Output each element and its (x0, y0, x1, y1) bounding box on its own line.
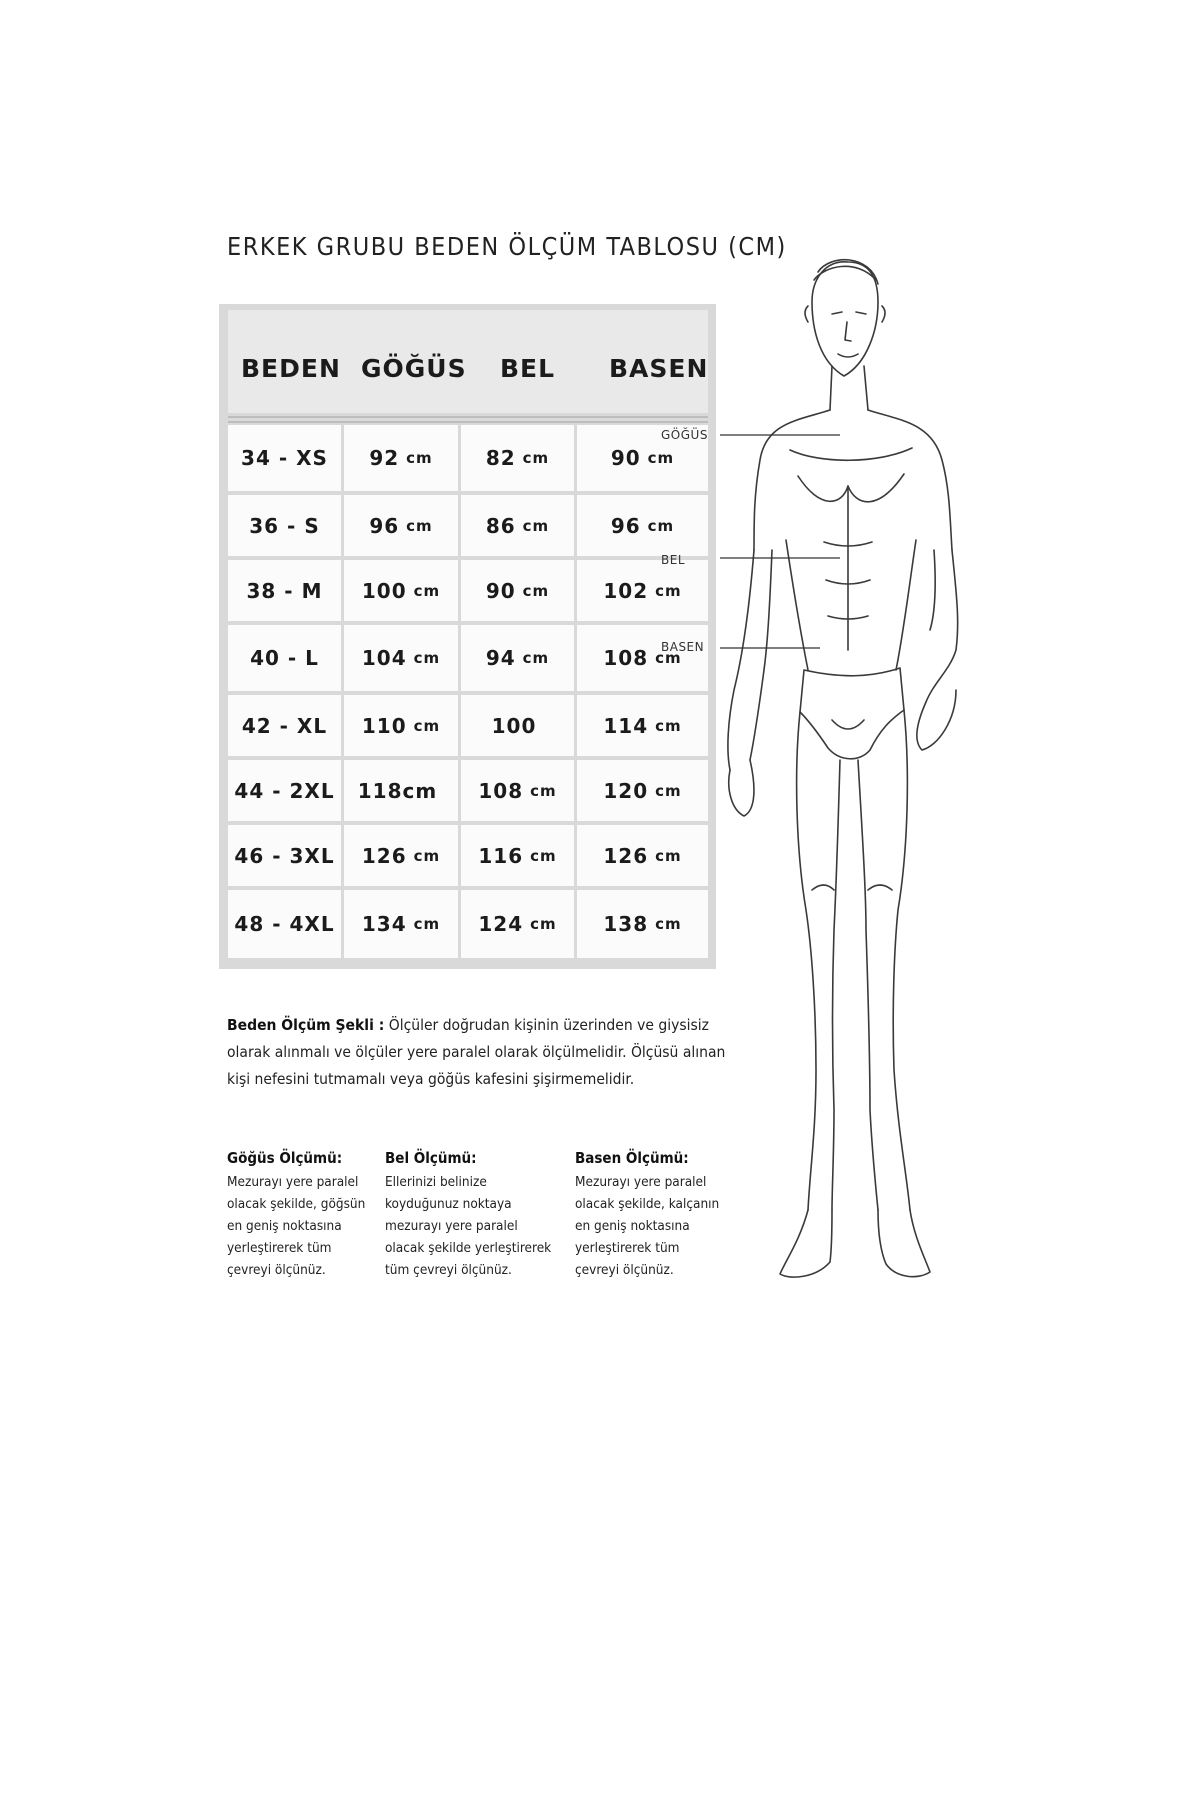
hip-value: 108 (603, 646, 649, 670)
size-value: 38 - M (246, 578, 323, 603)
chest-value: 104 (361, 646, 407, 670)
chest-unit: cm (413, 649, 441, 667)
waist-value: 100 (491, 713, 537, 738)
waist-unit: cm (530, 915, 557, 933)
waist-value: 86 (485, 513, 516, 538)
hip-unit: cm (655, 846, 682, 865)
size-value: 48 - 4XL (234, 912, 335, 936)
figure-label-hip: BASEN (661, 640, 705, 654)
header-basen: BASEN (609, 354, 709, 383)
method-line-2: olarak alınmalı ve ölçüler yere paralel olarak ölçülmelidir. Ölçüsü alınan (227, 1043, 726, 1061)
hip-unit: cm (655, 915, 682, 933)
cell-chest (344, 760, 458, 821)
hip-measurement-line: Mezurayı yere paralel (575, 1174, 707, 1190)
figure-label-waist: BEL (661, 553, 685, 567)
chest-unit: cm (406, 449, 433, 467)
hip-unit: cm (655, 781, 682, 800)
body-figure-illustration (720, 250, 980, 1300)
cell-hip (577, 625, 708, 691)
waist-unit: cm (522, 449, 550, 467)
hip-value: 126 (603, 843, 649, 868)
cell-size (228, 760, 341, 821)
chest-value: 110 (361, 713, 407, 738)
chest-unit: cm (413, 581, 441, 600)
cell-chest (344, 560, 458, 621)
hip-unit: cm (655, 581, 682, 600)
cell-waist (461, 825, 574, 886)
waist-unit: cm (530, 846, 557, 865)
chest-measurement-heading: Göğüs Ölçümü: (227, 1149, 343, 1167)
cell-size (228, 695, 341, 756)
chest-value: 100 (361, 578, 407, 603)
waist-measurement-line: koyduğunuz noktaya (385, 1196, 512, 1212)
hip-value: 90 (610, 446, 641, 470)
table-row (228, 890, 708, 958)
hip-measurement-heading: Basen Ölçümü: (575, 1149, 689, 1167)
waist-value: 94 (485, 646, 516, 670)
header-beden: BEDEN (241, 354, 341, 383)
waist-value: 124 (478, 912, 524, 936)
method-line-3: kişi nefesini tutmamalı veya göğüs kafesini şişirmemelidir. (227, 1070, 635, 1088)
size-value: 34 - XS (241, 446, 328, 470)
table-row (228, 495, 708, 556)
waist-measurement-line: Ellerinizi belinize (385, 1174, 487, 1190)
cell-chest (344, 890, 458, 958)
size-value: 40 - L (250, 646, 319, 670)
waist-value: 116 (478, 843, 524, 868)
cell-chest (344, 695, 458, 756)
header-divider-2 (228, 421, 708, 423)
waist-measurement-line: tüm çevreyi ölçünüz. (385, 1262, 512, 1278)
header-divider (228, 416, 708, 418)
table-row (228, 560, 708, 621)
hip-measurement-instructions (575, 1147, 735, 1281)
chest-value: 126 (361, 843, 407, 868)
table-row (228, 825, 708, 886)
chest-measurement-instructions (227, 1147, 387, 1281)
waist-measurement-heading: Bel Ölçümü: (385, 1149, 477, 1167)
hip-value: 96 (610, 513, 641, 538)
chest-unit: cm (406, 516, 433, 535)
hip-measurement-line: yerleştirerek tüm (575, 1240, 680, 1256)
hip-unit: cm (655, 649, 682, 667)
method-line-1: Ölçüler doğrudan kişinin üzerinden ve giysisiz (388, 1016, 709, 1034)
table-row (228, 760, 708, 821)
cell-size (228, 625, 341, 691)
hip-measurement-line: olacak şekilde, kalçanın (575, 1196, 720, 1212)
size-table-header (228, 310, 708, 413)
cell-waist (461, 760, 574, 821)
cell-hip (577, 760, 708, 821)
cell-waist (461, 625, 574, 691)
chest-unit: cm (413, 846, 441, 865)
cell-hip (577, 890, 708, 958)
cell-chest (344, 825, 458, 886)
waist-value: 90 (485, 578, 516, 603)
hip-value: 138 (603, 912, 649, 936)
chest-measurement-line: olacak şekilde, göğsün (227, 1196, 366, 1212)
waist-value: 82 (485, 446, 516, 470)
cell-chest (344, 425, 458, 491)
chest-unit: cm (413, 716, 441, 735)
hip-unit: cm (647, 516, 675, 535)
size-value: 36 - S (249, 513, 320, 538)
cell-waist (461, 425, 574, 491)
hip-value: 114 (603, 713, 649, 738)
measurement-method (227, 1012, 727, 1093)
cell-hip (577, 825, 708, 886)
hip-measurement-line: en geniş noktasına (575, 1218, 690, 1234)
cell-chest (344, 495, 458, 556)
hip-measurement-line: çevreyi ölçünüz. (575, 1262, 674, 1278)
waist-unit: cm (522, 516, 550, 535)
waist-measurement-line: mezurayı yere paralel (385, 1218, 518, 1234)
hip-unit: cm (655, 716, 682, 735)
waist-measurement-line: olacak şekilde yerleştirerek (385, 1240, 552, 1256)
table-row (228, 425, 708, 491)
cell-waist (461, 560, 574, 621)
cell-hip (577, 560, 708, 621)
cell-hip (577, 495, 708, 556)
chest-value: 134 (361, 912, 407, 936)
cell-size (228, 825, 341, 886)
method-heading: Beden Ölçüm Şekli : (227, 1016, 385, 1034)
cell-chest (344, 625, 458, 691)
cell-size (228, 560, 341, 621)
header-bel: BEL (500, 354, 556, 383)
figure-label-chest: GÖĞÜS (661, 428, 708, 442)
cell-waist (461, 890, 574, 958)
waist-unit: cm (522, 649, 550, 667)
hip-value: 120 (603, 778, 649, 803)
hip-value: 102 (603, 578, 649, 603)
chest-measurement-line: çevreyi ölçünüz. (227, 1262, 326, 1278)
page-title: ERKEK GRUBU BEDEN ÖLÇÜM TABLOSU (CM) (227, 232, 787, 261)
hip-unit: cm (647, 449, 675, 467)
cell-waist (461, 495, 574, 556)
size-value: 46 - 3XL (234, 843, 335, 868)
table-row (228, 695, 708, 756)
header-gogus: GÖĞÜS (361, 354, 467, 383)
waist-unit: cm (530, 781, 557, 800)
chest-value: 118cm (357, 778, 438, 803)
chest-measurement-line: en geniş noktasına (227, 1218, 342, 1234)
cell-waist (461, 695, 574, 756)
chest-measurement-line: yerleştirerek tüm (227, 1240, 332, 1256)
chest-unit: cm (413, 915, 441, 933)
cell-size (228, 425, 341, 491)
size-value: 44 - 2XL (234, 778, 335, 803)
table-row (228, 625, 708, 691)
cell-size (228, 890, 341, 958)
chest-value: 92 (369, 446, 400, 470)
cell-size (228, 495, 341, 556)
chest-measurement-line: Mezurayı yere paralel (227, 1174, 359, 1190)
waist-value: 108 (478, 778, 524, 803)
cell-hip (577, 695, 708, 756)
waist-unit: cm (522, 581, 550, 600)
size-value: 42 - XL (241, 713, 328, 738)
chest-value: 96 (369, 513, 400, 538)
waist-measurement-instructions (385, 1147, 552, 1281)
